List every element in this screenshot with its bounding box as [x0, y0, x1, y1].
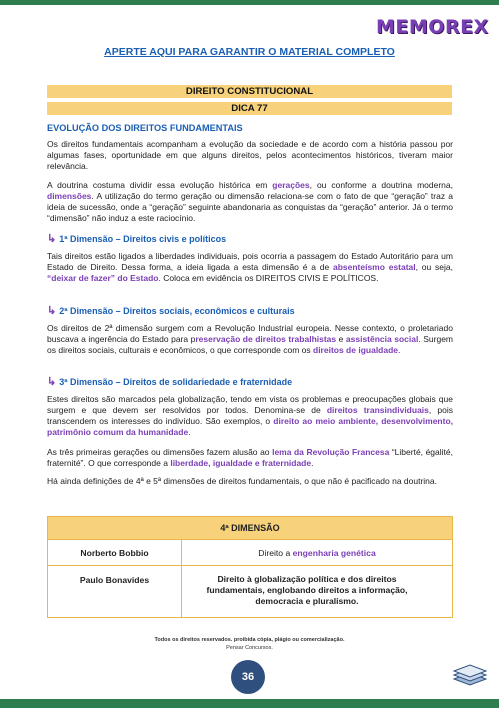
books-icon	[452, 663, 488, 687]
highlight: lema da Revolução Francesa	[272, 447, 390, 457]
dimension-2-title	[47, 304, 295, 317]
table-row	[48, 565, 452, 618]
bottom-bar	[0, 699, 499, 708]
paragraph-intro: Os direitos fundamentais acompanham a evolução da sociedade e de acordo com a história passou por algumas fases, oportunidade em que alguns direitos, pelos acontecimentos históricos, tiveram maior relevância.	[47, 139, 453, 171]
fourth-dimension-table	[47, 516, 453, 618]
dimension-3-title	[47, 375, 292, 388]
promo-link[interactable]: APERTE AQUI PARA GARANTIR O MATERIAL COMPLETO	[104, 46, 395, 58]
highlight: direito ao meio ambiente, desenvolvimento, patrimônio comum da humanidade	[47, 416, 454, 437]
top-bar	[0, 0, 499, 5]
author-bobbio: Norberto Bobbio	[80, 548, 149, 558]
highlight: gerações	[272, 180, 310, 190]
text: .	[188, 427, 191, 437]
text: . Coloca em evidência os DIREITOS CIVIS E POLÍTICOS.	[158, 273, 379, 283]
highlight: liberdade, igualdade e fraternidade	[170, 458, 312, 468]
subject-band: DIREITO CONSTITUCIONAL	[47, 85, 452, 98]
footer-brand: Pensar Concursos.	[226, 645, 273, 651]
text: .	[311, 458, 314, 468]
text: Os direitos de 2ª dimensão surgem com a Revolução Industrial europeia. Nesse contexto, o proletariado buscava a ingerência do Estado para p	[47, 323, 453, 344]
text: , ou conforme a doutrina moderna,	[309, 180, 453, 190]
table-header: 4ª DIMENSÃO	[48, 517, 452, 539]
highlight: reservação de direitos trabalhistas	[195, 334, 337, 344]
text: . A utilização do termo geração ou dimensão relaciona-se com o fato de que “geração” traz a ideia de sucessão, onde a “geração” seguinte abandonaria as conquistas da “geração” anterior. Já o termo “dimensão” não induz a este raciocínio.	[47, 191, 453, 223]
highlight: absenteísmo estatal	[332, 262, 416, 272]
paragraph-generations	[47, 180, 453, 224]
bonavides-right: Direito à globalização política e dos direitos fundamentais, englobando direitos a informação, democracia e pluralismo.	[206, 574, 408, 606]
highlight: direitos transindividuais	[326, 405, 429, 415]
highlight: dimensões	[47, 191, 92, 201]
dimension-2-text	[47, 323, 453, 356]
text: . Surgem os direitos sociais, culturais e econômicos, o que corresponde com os	[47, 334, 453, 355]
table-row	[48, 539, 452, 566]
section-title: EVOLUÇÃO DOS DIREITOS FUNDAMENTAIS	[47, 123, 243, 133]
highlight: engenharia genética	[292, 548, 376, 558]
text: , ou seja,	[415, 262, 453, 272]
text: e	[336, 334, 346, 344]
text: Direito a	[258, 548, 293, 558]
arrow-icon: ↳	[47, 305, 57, 317]
tip-band: DICA 77	[47, 102, 452, 115]
text: Tais direitos estão ligados a liberdades individuais, pois ocorria a passagem do Estado Autoritário para um Estado de Direito. Dessa forma, a ideia ligada a esta dimensão é a de	[47, 251, 453, 272]
divider	[181, 566, 182, 618]
dimension-2-label: 2ª Dimensão – Direitos sociais, econômicos e culturais	[59, 306, 295, 316]
highlight: direitos de igualdade	[313, 345, 399, 355]
text: As três primeiras gerações ou dimensões fazem alusão ao	[47, 447, 273, 457]
footer-rights: Todos os direitos reservados. proibida cópia, plágio ou comercialização.	[154, 637, 345, 643]
text: A doutrina costuma dividir essa evolução histórica em	[47, 180, 273, 190]
bobbio-right	[182, 548, 452, 558]
text: Estes direitos são marcados pela globalização, tendo em vista os problemas e preocupações globais que surgem e que devem ser resolvidos por todos. Denomina-se de	[47, 394, 453, 415]
memorex-logo	[376, 16, 489, 46]
text: .	[398, 345, 401, 355]
page-number: 36	[231, 660, 265, 694]
text: “Liberté, égalité, fraternité”. O que corresponde a	[47, 447, 453, 468]
arrow-icon: ↳	[47, 376, 57, 388]
logo-text: MEMOREX	[376, 16, 489, 38]
highlight: “deixar de fazer” do Estado	[47, 273, 159, 283]
dimension-1-text	[47, 251, 453, 284]
author-bonavides: Paulo Bonavides	[79, 575, 150, 585]
paragraph-lema	[47, 447, 453, 469]
paragraph-last: Há ainda definições de 4ª e 5ª dimensões de direitos fundamentais, o que não é pacificado na doutrina.	[47, 476, 437, 486]
highlight: assistência social	[345, 334, 419, 344]
dimension-1-title	[47, 232, 226, 245]
text: , pois transcendem os interesses do indivíduo. São exemplos, o	[47, 405, 453, 426]
dimension-3-text	[47, 394, 453, 438]
dimension-3-label: 3ª Dimensão – Direitos de solidariedade e fraternidade	[59, 377, 293, 387]
dimension-1-label: 1ª Dimensão – Direitos civis e políticos	[59, 234, 227, 244]
arrow-icon: ↳	[47, 233, 57, 245]
